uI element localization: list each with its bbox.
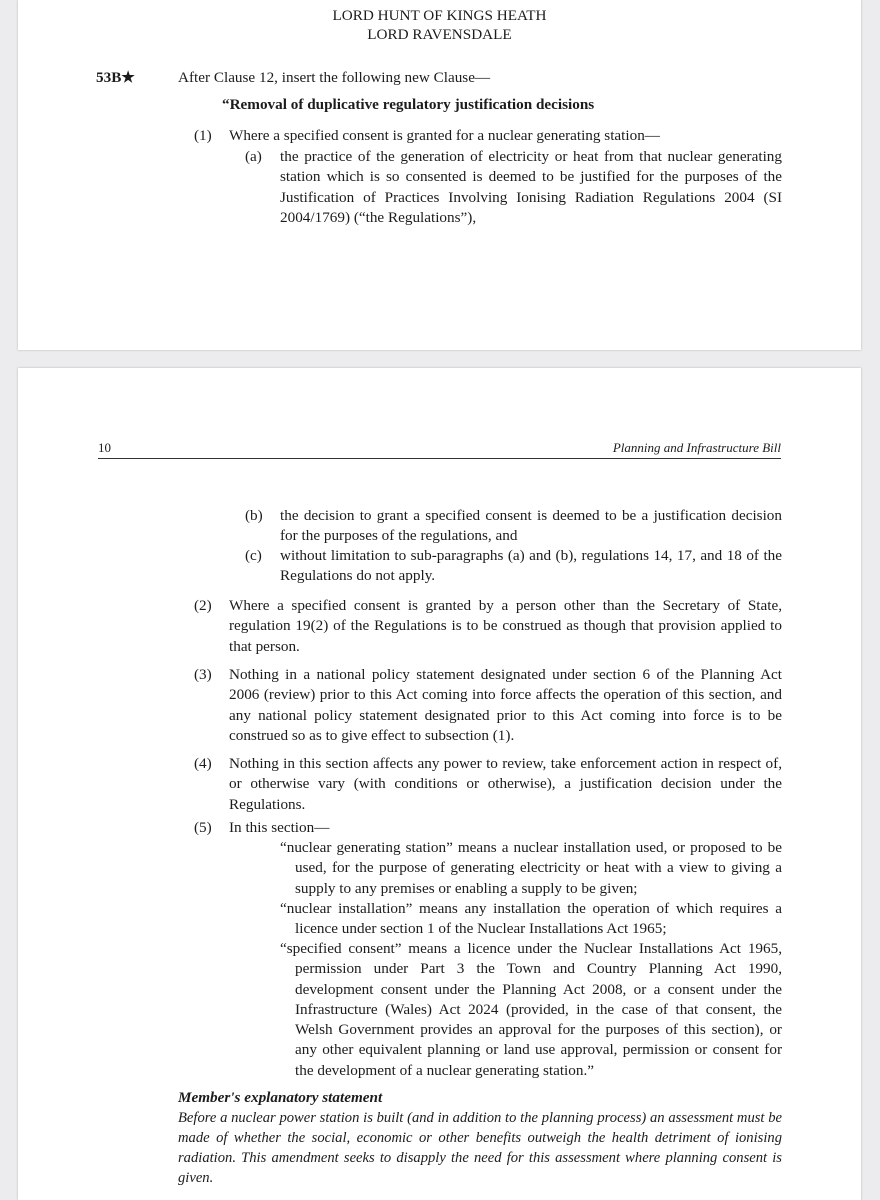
header-rule [98,458,781,459]
page-number: 10 [98,440,111,455]
definition-text: “nuclear generating station” means a nuclear installation used, or proposed to be used, for the purpose of generating electricity or heat with a view to giving a supply to any premises or enabling a supply to be given; [280,839,782,897]
paragraph-text: the decision to grant a specified consent is deemed to be a justification decision for the purposes of the regulations, and [280,507,782,545]
running-title: Planning and Infrastructure Bill [612,440,781,455]
document-page-bottom [18,368,861,1200]
subsection-number: (5) [194,819,212,836]
definition-item [280,899,782,940]
paragraph-label: (a) [245,148,262,165]
paragraph-text: without limitation to sub-paragraphs (a) and (b), regulations 14, 17, and 18 of the Regulations do not apply. [280,547,782,585]
subsection-number: (3) [194,666,212,683]
subsection-text: Where a specified consent is granted by a person other than the Secretary of State, regulation 19(2) of the Regulations is to be construed as though that provision applied to that person. [229,597,782,655]
sponsors-block [18,6,861,44]
definition-item [280,939,782,1081]
paragraph-text: the practice of the generation of electricity or heat from that nuclear generating station which is so consented is deemed to be justified for the purposes of the Justification of Practices Involving Ionising Radiation Regulations 2004 (SI 2004/1769) (“the Regulations”), [280,148,782,226]
amendment-number: 53B★ [96,69,135,86]
subsection-number: (4) [194,755,212,772]
sponsor-name: LORD RAVENSDALE [367,26,512,43]
subsection-text: Nothing in a national policy statement designated under section 6 of the Planning Act 2006 (review) prior to this Act coming into force affects the operation of this section, and any national policy statement designated prior to this Act coming into force is to be construed so as to give effect to subsection (1). [229,666,782,744]
sponsor-name: LORD HUNT OF KINGS HEATH [332,7,547,24]
clause-title: “Removal of duplicative regulatory justification decisions [222,96,595,113]
paragraph-label: (b) [245,507,263,524]
definition-text: “specified consent” means a licence under the Nuclear Installations Act 1965, permission under Part 3 the Town and Country Planning Act 1990, development consent under the Planning Act 2008, or a consent under the Infrastructure (Wales) Act 2024 (provided, in the case of that consent, the Welsh Government provides an approval for the purposes of this section), or any other equivalent planning or land use approval, permission or consent for the development of a nuclear generating station.” [280,940,782,1079]
document-page-top [18,0,861,350]
definition-item [280,838,782,899]
explanatory-text: Before a nuclear power station is built (and in addition to the planning process) an assessment must be made of whether the social, economic or other benefits outweigh the health detriment of ionising radiation. This amendment seeks to disapply the need for this assessment where planning consent is given. [178,1110,782,1186]
subsection-text: Nothing in this section affects any power to review, take enforcement action in respect of, or otherwise vary (with conditions or otherwise), a justification decision under the Regulations. [229,755,782,813]
definition-text: “nuclear installation” means any installation the operation of which requires a licence under section 1 of the Nuclear Installations Act 1965; [280,900,782,938]
subsection-number: (1) [194,127,212,144]
explanatory-heading: Member's explanatory statement [178,1089,383,1106]
paragraph-label: (c) [245,547,262,564]
subsection-number: (2) [194,597,212,614]
subsection-text: In this section— [229,819,330,836]
subsection-text: Where a specified consent is granted for a nuclear generating station— [229,127,660,144]
amendment-instruction: After Clause 12, insert the following new Clause— [178,69,491,86]
